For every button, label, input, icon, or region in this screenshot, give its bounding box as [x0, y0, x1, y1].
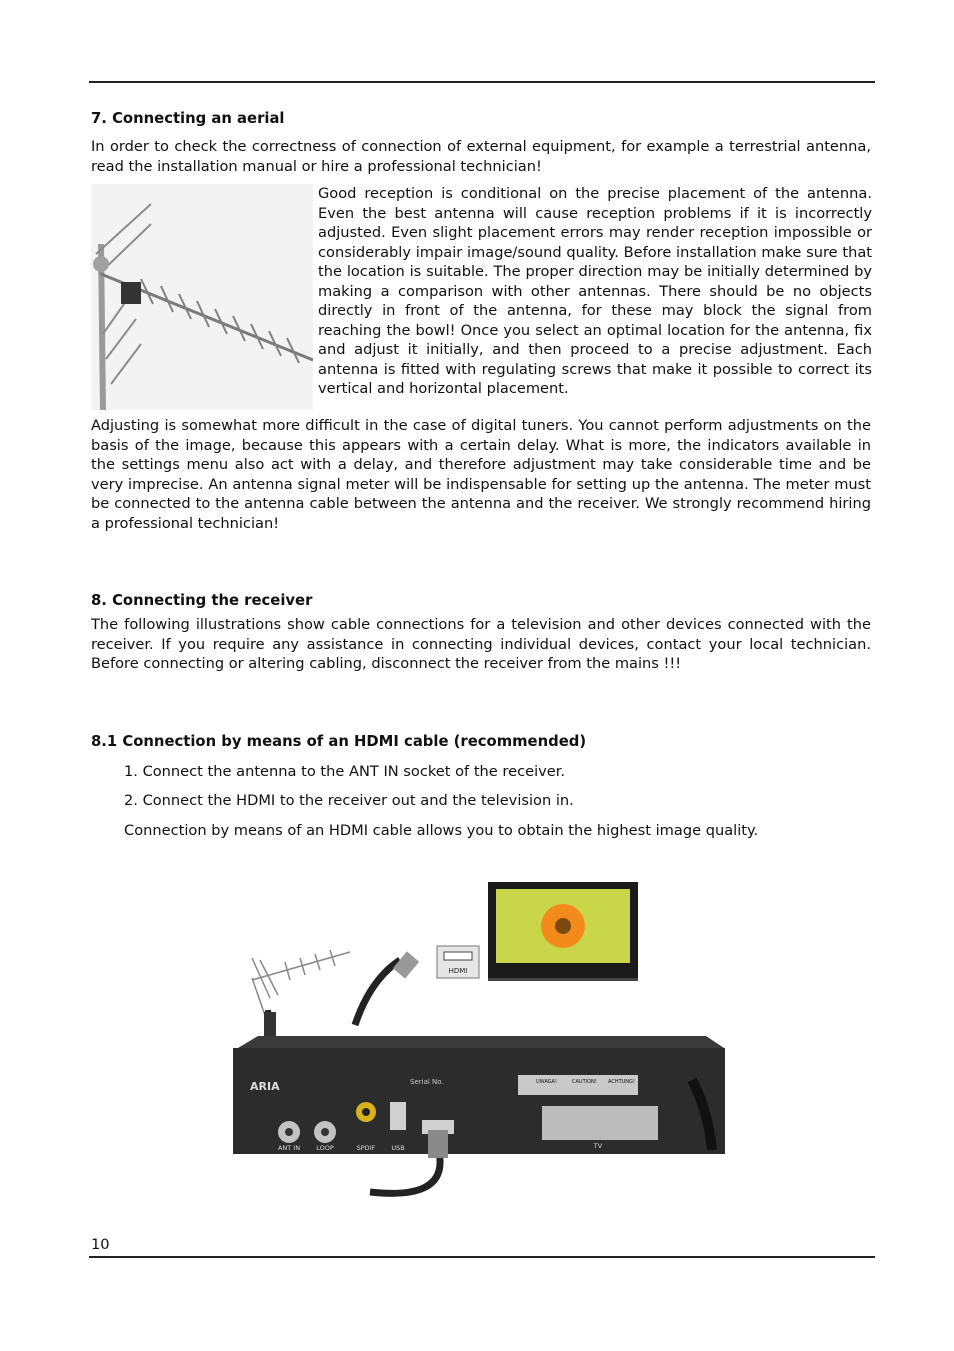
receiver-illustration: [233, 1036, 725, 1154]
warning-2: CAUTION!: [572, 1079, 597, 1085]
page-number: 10: [91, 1236, 110, 1253]
step-2: 2. Connect the HDMI to the receiver out and the television in.: [124, 792, 574, 809]
aerial-block: [91, 184, 871, 416]
section-7-heading: 7. Connecting an aerial: [91, 110, 285, 127]
tv-illustration: [488, 882, 638, 981]
port-usb: USB: [391, 1144, 405, 1152]
footer-rule: [89, 1256, 875, 1258]
port-tv: TV: [593, 1142, 603, 1150]
adjusting-paragraph: Adjusting is somewhat more difficult in the case of digital tuners. You cannot perform adjustments on the basis of the image, because this appears with a certain delay. What is more, the indicators available in the settings menu also act with a delay, and therefore adjustment may take considerable time and be very imprecise. An antenna signal meter will be indispensable for setting up the antenna. The meter must be connected to the antenna cable between the antenna and the receiver. We strongly recommend hiring a professional technician!: [91, 417, 871, 532]
serial-label: Serial No.: [410, 1078, 444, 1086]
header-rule: [89, 81, 875, 83]
step-note: Connection by means of an HDMI cable allows you to obtain the highest image quality.: [124, 821, 759, 839]
port-ant-in: ANT IN: [277, 1144, 301, 1152]
section-8-1-heading: 8.1 Connection by means of an HDMI cable (recommended): [91, 732, 587, 750]
receiver-brand: ARIA: [250, 1080, 280, 1093]
aerial-description: Good reception is conditional on the precise placement of the antenna. Even the best antenna will cause reception problems if it is incorrectly adjusted. Even slight placement errors may render reception impossible or considerably impair image/sound quality. Before installation make sure that the location is suitable. The proper direction may be initially determined by making a comparison with other antennas. There should be no objects directly in front of the antenna, for these may block the signal from reaching the bowl! Once you select an optimal location for the antenna, fix and adjust it initially, and then proceed to a precise adjustment. Each antenna is fitted with regulating screws that make it possible to correct its vertical and horizontal placement.: [318, 185, 872, 397]
section-7-intro: In order to check the correctness of connection of external equipment, for example a terrestrial antenna, read the installation manual or hire a professional technician!: [91, 138, 871, 175]
document-body: [91, 109, 871, 850]
small-antenna-icon: [252, 950, 350, 1018]
antenna-illustration: [91, 184, 313, 410]
step-1: 1. Connect the antenna to the ANT IN socket of the receiver.: [124, 762, 566, 780]
port-spdif: SPDIF: [356, 1144, 376, 1152]
hdmi-label-box: [437, 946, 479, 978]
section-8-heading: 8. Connecting the receiver: [91, 592, 313, 609]
warning-3: ACHTUNG!: [608, 1079, 635, 1085]
hdmi-label: HDMI: [448, 967, 468, 975]
warning-1: UWAGA!: [536, 1079, 557, 1085]
hdmi-connection-diagram: [230, 880, 730, 1210]
port-loop: LOOP: [316, 1144, 334, 1152]
steps-list: [124, 762, 871, 841]
section-8-text: The following illustrations show cable connections for a television and other devices connected with the receiver. If you require any assistance in connecting individual devices, contact your local technician. Before connecting or altering cabling, disconnect the receiver from the mains !!!: [91, 616, 871, 672]
